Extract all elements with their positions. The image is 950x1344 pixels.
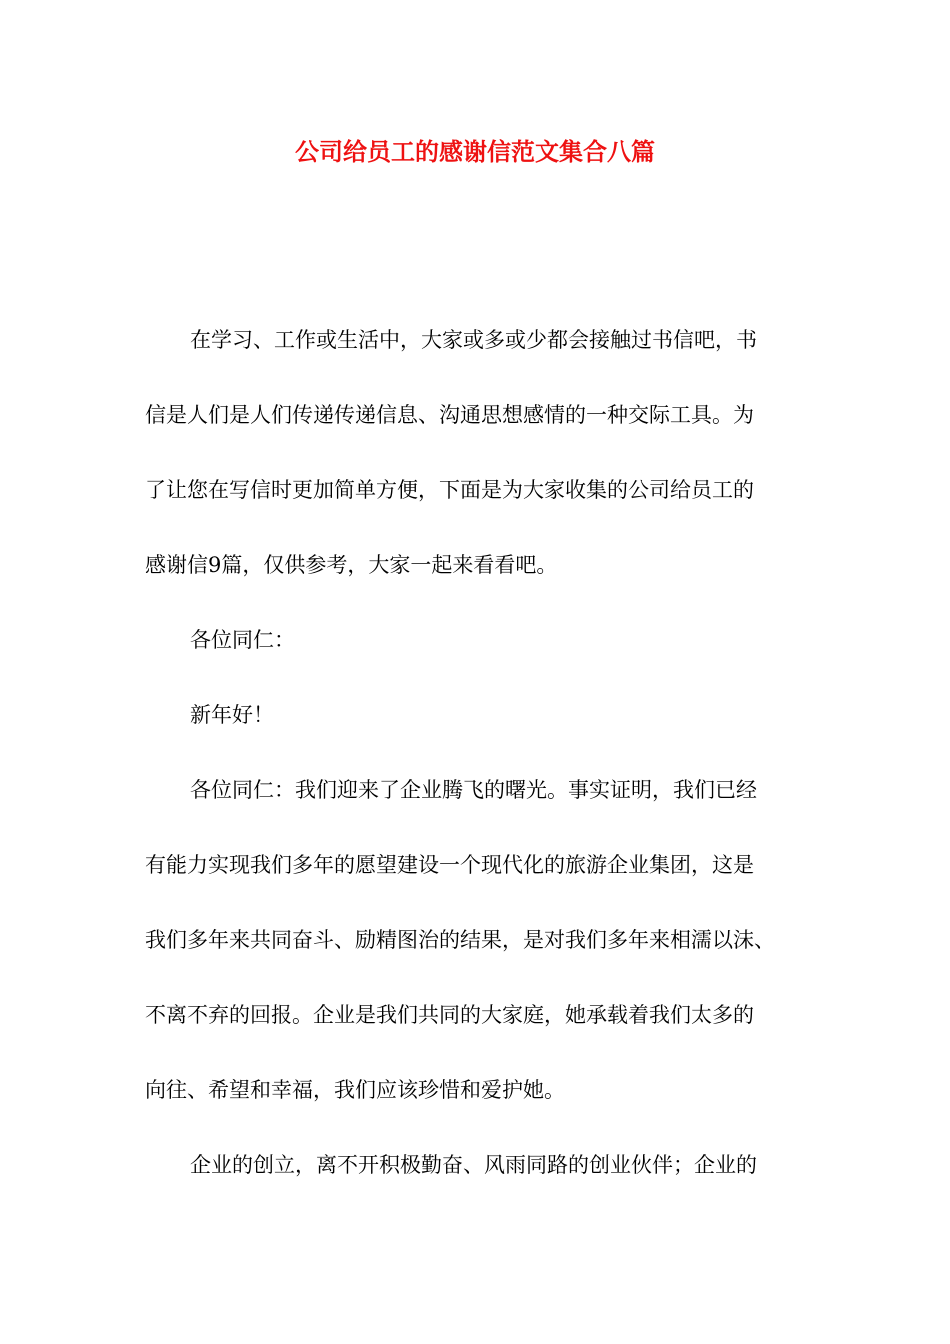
paragraph-line: 各位同仁：我们迎来了企业腾飞的曙光。事实证明，我们已经 xyxy=(190,778,757,802)
paragraph-line: 我们多年来共同奋斗、励精图治的结果，是对我们多年来相濡以沫、 xyxy=(145,928,775,952)
paragraph-line: 向往、希望和幸福，我们应该珍惜和爱护她。 xyxy=(145,1078,565,1102)
paragraph-line: 感谢信9篇，仅供参考，大家一起来看看吧。 xyxy=(145,553,558,577)
document-title: 公司给员工的感谢信范文集合八篇 xyxy=(295,137,655,166)
paragraph-line: 了让您在写信时更加简单方便，下面是为大家收集的公司给员工的 xyxy=(145,478,754,502)
greeting: 新年好！ xyxy=(190,703,274,727)
paragraph-line: 在学习、工作或生活中，大家或多或少都会接触过书信吧，书 xyxy=(190,328,757,352)
paragraph-line: 有能力实现我们多年的愿望建设一个现代化的旅游企业集团，这是 xyxy=(145,853,754,877)
paragraph-line: 不离不弃的回报。企业是我们共同的大家庭，她承载着我们太多的 xyxy=(145,1003,754,1027)
paragraph-line: 信是人们是人们传递传递信息、沟通思想感情的一种交际工具。为 xyxy=(145,403,754,427)
paragraph-line: 企业的创立，离不开积极勤奋、风雨同路的创业伙伴；企业的 xyxy=(190,1153,757,1177)
salutation: 各位同仁： xyxy=(190,628,295,652)
